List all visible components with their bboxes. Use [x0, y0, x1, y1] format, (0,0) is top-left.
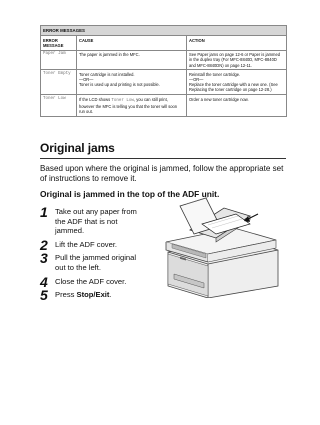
lcd-message: Toner Low — [111, 98, 134, 103]
table-header-row — [41, 36, 287, 50]
step-text: Pull the jammed original out to the left. — [55, 253, 137, 272]
error-message-cell: Paper Jam — [41, 50, 77, 70]
col-header-action: ACTION — [187, 36, 287, 50]
table-row — [41, 70, 287, 95]
error-messages-table — [40, 25, 287, 117]
step-text: Take out any paper from the ADF that is not jammed. — [55, 207, 137, 236]
or-separator: —OR— — [189, 76, 204, 82]
action-text: Replace the toner cartridge with a new one. (See Replacing the toner cartridge on page 12-28.) — [189, 82, 278, 93]
cause-cell — [77, 95, 187, 117]
stop-exit-key: Stop/Exit — [76, 290, 110, 299]
error-message-cell: Toner Low — [41, 95, 77, 117]
col-header-error-message: ERROR MESSAGE — [41, 36, 77, 50]
cause-cell — [77, 70, 187, 95]
section-rule — [40, 158, 286, 159]
step-text: Close the ADF cover. — [55, 277, 127, 286]
adf-printer-illustration — [146, 194, 286, 298]
table-title: ERROR MESSAGES — [41, 26, 287, 36]
table-title-row — [41, 26, 287, 36]
section-title: Original jams — [40, 141, 115, 155]
error-message-cell: Toner Empty — [41, 70, 77, 95]
step-text-suffix: . — [109, 290, 112, 299]
step-number: 4 — [40, 274, 48, 290]
step-number: 5 — [40, 287, 48, 303]
step-number: 1 — [40, 204, 48, 220]
cause-text: If the LCD shows — [79, 96, 112, 102]
cause-text: Toner is used up and printing is not possible. — [79, 82, 160, 88]
action-cell — [187, 70, 287, 95]
intro-paragraph: Based upon where the original is jammed, follow the appropriate set of instructions to remove it. — [40, 164, 284, 184]
or-separator: —OR— — [79, 76, 94, 82]
cause-text: Toner cartridge is not installed. — [79, 71, 135, 77]
action-text: Reinstall the toner cartridge. — [189, 71, 241, 77]
step-text: Lift the ADF cover. — [55, 240, 118, 249]
subsection-title: Original is jammed in the top of the ADF unit. — [40, 189, 220, 199]
action-cell: Order a new toner cartridge now. — [187, 95, 287, 117]
cause-cell: The paper is jammed in the MFC. — [77, 50, 187, 70]
table-row — [41, 50, 287, 70]
table-row — [41, 95, 287, 117]
col-header-cause: CAUSE — [77, 36, 187, 50]
action-cell: See Paper jams on page 12-6 or Paper is jammed in the duplex tray (For MFC-8840D, MFC-8840D and MFC-8840DN) on page 12-11. — [187, 50, 287, 70]
step-text-prefix: Press — [55, 290, 77, 299]
step-text — [55, 290, 141, 300]
step-number: 2 — [40, 237, 48, 253]
cause-text: , you can still print, however the MFC is telling you that the toner will soon run out. — [79, 96, 178, 114]
step-number: 3 — [40, 250, 48, 266]
